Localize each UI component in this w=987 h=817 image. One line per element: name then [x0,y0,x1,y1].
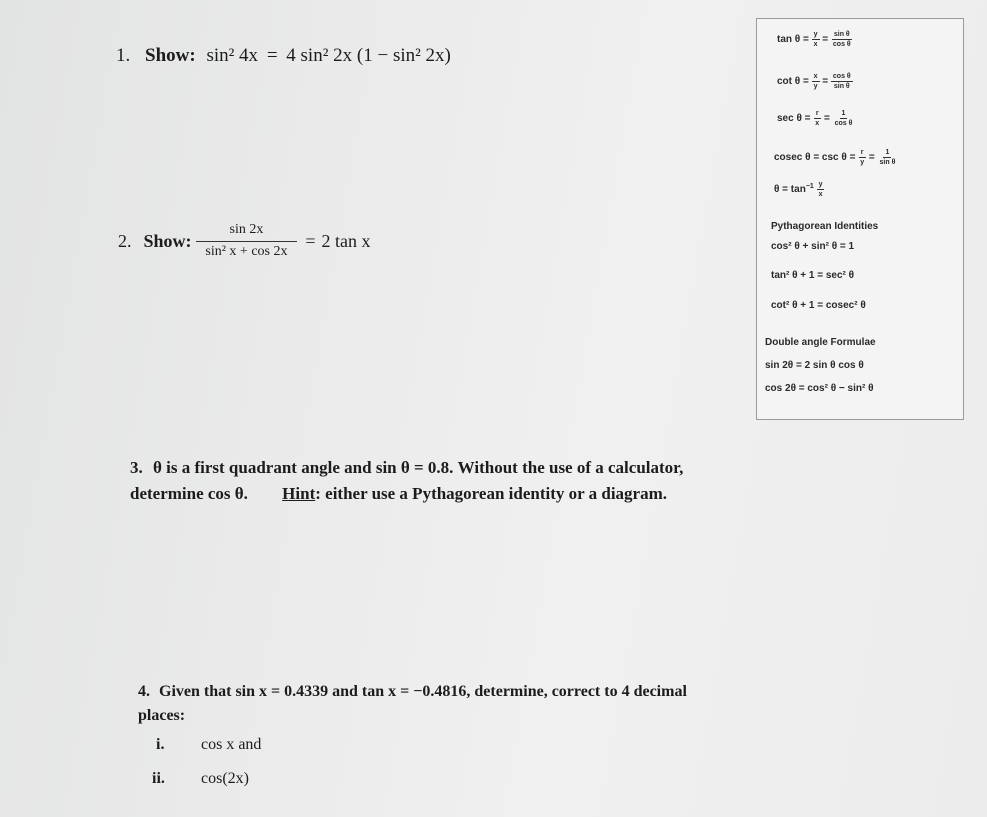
cot-lhs: cot θ = [777,76,809,88]
sec-definition [777,110,854,127]
question-4-line-2: places: [138,707,186,724]
equals-sign: = [822,34,829,46]
cot-trig-den: sin θ [833,83,850,90]
question-3-text-2: determine cos θ. [130,484,248,503]
question-3-line-1 [130,455,890,481]
fraction-denominator: sin² x + cos 2x [205,244,288,259]
formula-reference-box [756,18,964,420]
cot-ratio-den: y [813,83,818,90]
tan-trig-den: cos θ [832,41,851,48]
cosec-ratio-den: y [860,159,865,166]
part-ii [152,770,249,788]
cosec-trig-num: 1 [885,149,890,156]
equation-rhs: 4 sin² 2x (1 − sin² 2x) [286,45,451,66]
cot-definition [777,73,853,90]
cosec-lhs: cosec θ = csc θ = [774,152,856,164]
double-angle-sin: sin 2θ = 2 sin θ cos θ [765,360,864,371]
cosec-definition [774,149,897,166]
cosec-ratio-num: r [860,149,864,156]
tan-ratio-num: y [813,31,818,38]
theta-inverse-tan [774,181,824,198]
equation-rhs: 2 tan x [321,230,371,251]
cot-ratio-num: x [813,73,818,80]
cot-trig-num: cos θ [832,73,851,80]
pythagorean-identity-3: cot² θ + 1 = cosec² θ [771,300,866,311]
sec-trig-num: 1 [841,110,846,117]
sec-ratio-den: x [815,120,820,127]
tan-ratio-den: x [813,41,818,48]
question-number: 3. [130,458,143,477]
equals-sign: = [305,230,316,251]
show-label: Show: [145,45,196,66]
cosec-trig-den: sin θ [879,159,896,166]
part-label: i. [156,736,165,753]
equals-sign: = [823,113,830,125]
pythagorean-identity-1: cos² θ + sin² θ = 1 [771,241,855,252]
equation-lhs: sin² 4x [206,45,259,66]
pythagorean-identities-title: Pythagorean Identities [771,221,879,232]
hint-text: : either use a Pythagorean identity or a diagram. [315,484,668,503]
question-1 [116,45,451,67]
question-4-text: Given that sin x = 0.4339 and tan x = −0.4816, determine, correct to 4 decimal [159,683,687,700]
equals-sign: = [266,45,278,66]
pythagorean-identity-2: tan² θ + 1 = sec² θ [771,270,855,281]
double-angle-title: Double angle Formulae [765,337,876,348]
sec-ratio-num: r [815,110,819,117]
question-2 [118,222,371,260]
tan-trig-num: sin θ [833,31,850,38]
tan-definition [777,31,853,48]
tan-lhs: tan θ = [777,34,809,46]
theta-lhs: θ = tan [774,184,806,196]
question-4-line-1 [138,680,918,704]
question-3-line-2 [130,481,890,507]
part-text: cos(2x) [201,770,249,787]
double-angle-cos: cos 2θ = cos² θ − sin² θ [765,383,874,394]
theta-ratio-den: x [818,191,823,198]
part-text: cos x and [201,736,262,753]
equals-sign: = [868,152,875,164]
inverse-exponent: −1 [805,182,814,190]
question-3 [130,455,890,507]
question-number: 2. [118,230,132,251]
question-number: 4. [138,683,150,700]
equals-sign: = [822,76,829,88]
part-label: ii. [152,770,165,787]
show-label: Show: [143,230,192,251]
question-3-text: θ is a first quadrant angle and sin θ = 0.8. Without the use of a calculator, [153,458,684,477]
sec-lhs: sec θ = [777,113,811,125]
theta-ratio-num: y [818,181,823,188]
fraction-numerator: sin 2x [196,222,298,242]
question-number: 1. [116,45,131,66]
hint-label: Hint [282,484,316,503]
question-4 [138,680,918,728]
sec-trig-den: cos θ [834,120,853,127]
part-i [156,736,262,754]
fraction [196,222,298,260]
